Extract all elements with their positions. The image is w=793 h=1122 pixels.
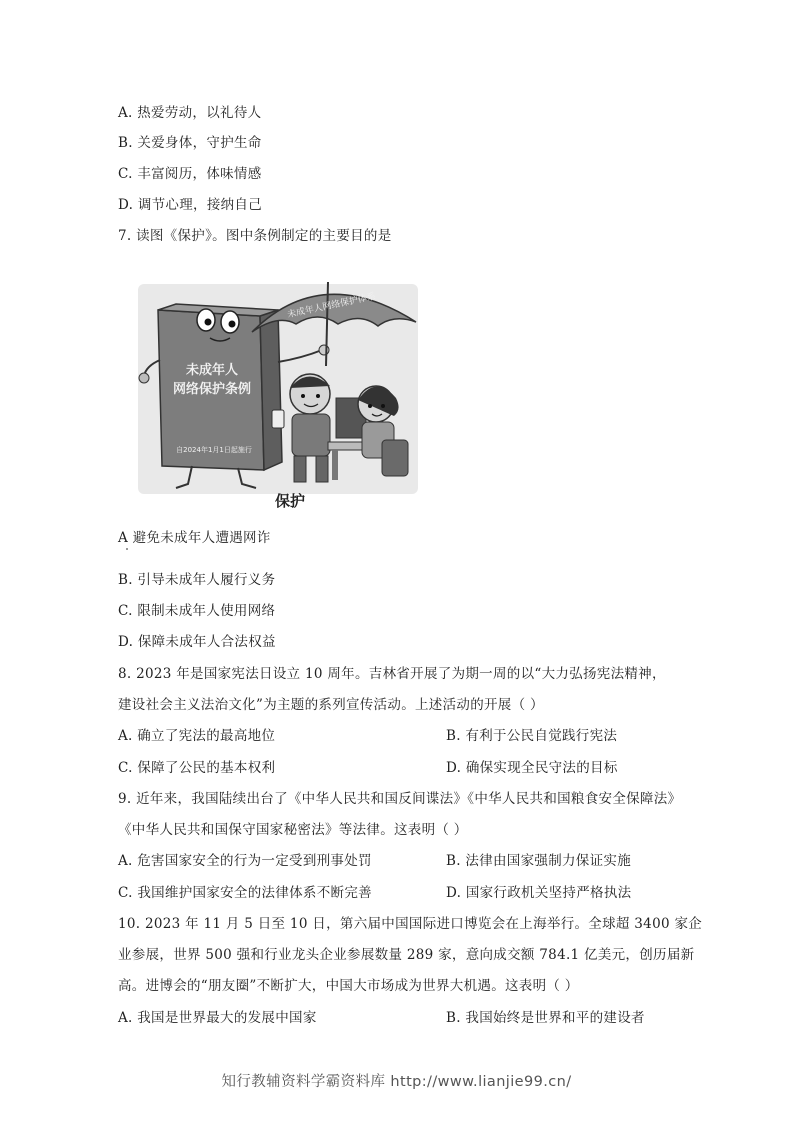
q9-option-c: C. 我国维护国家安全的法律体系不断完善 <box>118 885 372 901</box>
q8-option-d: D. 确保实现全民守法的目标 <box>446 760 618 776</box>
q7-stem: 7. 读图《保护》。图中条例制定的主要目的是 <box>118 228 392 244</box>
q10-stem-line1: 10. 2023 年 11 月 5 日至 10 日，第六届中国国际进口博览会在上海举行。全球超 3400 家企 <box>118 916 703 932</box>
q9-option-b: B. 法律由国家强制力保证实施 <box>446 853 632 869</box>
book-title-line1: 未成年人 <box>185 363 239 378</box>
q7-option-b: B. 引导未成年人履行义务 <box>118 572 276 588</box>
q7-option-d: D. 保障未成年人合法权益 <box>118 634 276 650</box>
q7-illustration <box>132 270 424 518</box>
book-title-line2: 网络保护条例 <box>172 382 252 397</box>
q9-option-d: D. 国家行政机关坚持严格执法 <box>446 885 632 901</box>
footer-watermark: 知行教辅资料学霸资料库 http://www.lianjie99.cn/ <box>221 1074 572 1090</box>
q7-option-c: C. 限制未成年人使用网络 <box>118 603 276 619</box>
q8-stem-line1: 8. 2023 年是国家宪法日设立 10 周年。吉林省开展了为期一周的以“大力弘扬宪法精神， <box>118 666 666 682</box>
q10-option-a: A. 我国是世界最大的发展中国家 <box>118 1010 317 1026</box>
book-footer-text: 自2024年1月1日起施行 <box>176 446 252 454</box>
q9-stem-line1: 9. 近年来，我国陆续出台了《中华人民共和国反间谍法》《中华人民共和国粮食安全保障法》 <box>118 791 682 807</box>
q10-stem-line2: 业参展，世界 500 强和行业龙头企业参展数量 289 家，意向成交额 784.1 亿美元，创历届新 <box>118 947 695 963</box>
q10-stem-line3: 高。进博会的“朋友圈”不断扩大，中国大市场成为世界大机遇。这表明（ ） <box>118 978 579 994</box>
q6-option-d: D. 调节心理，接纳自己 <box>118 197 263 213</box>
q6-option-b: B. 关爱身体，守护生命 <box>118 135 262 151</box>
q9-stem-line2: 《中华人民共和国保守国家秘密法》等法律。这表明（ ） <box>118 822 468 838</box>
q8-option-b: B. 有利于公民自觉践行宪法 <box>446 728 618 744</box>
q8-stem-line2: 建设社会主义法治文化”为主题的系列宣传活动。上述活动的开展（ ） <box>118 697 544 713</box>
protection-cartoon <box>132 270 424 518</box>
q6-option-c: C. 丰富阅历，体味情感 <box>118 166 262 182</box>
q9-option-a: A. 危害国家安全的行为一定受到刑事处罚 <box>118 853 372 869</box>
q8-option-c: C. 保障了公民的基本权利 <box>118 760 276 776</box>
scan-speck <box>126 548 128 550</box>
q7-figure-caption: 保护 <box>275 492 306 510</box>
q8-option-a: A. 确立了宪法的最高地位 <box>118 728 276 744</box>
umbrella-text: 未成年人网络保护体系 <box>286 291 377 321</box>
q10-option-b: B. 我国始终是世界和平的建设者 <box>446 1010 645 1026</box>
q6-option-a: A. 热爱劳动，以礼待人 <box>118 105 262 121</box>
q7-option-a: A 避免未成年人遭遇网诈 <box>118 530 271 546</box>
